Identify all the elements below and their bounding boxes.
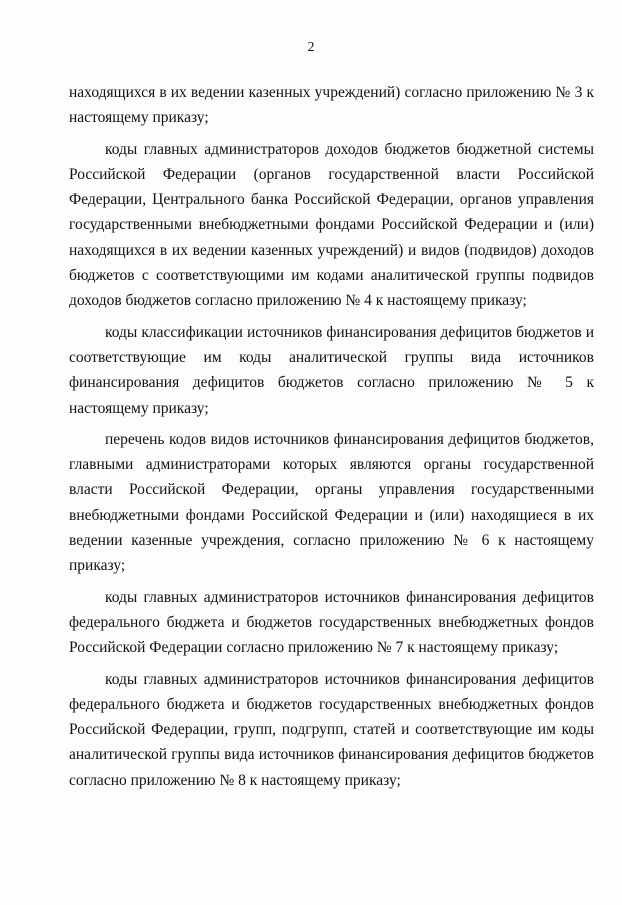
- paragraph-income-admin-codes: коды главных администраторов доходов бюджетов бюджетной системы Российской Федерации (органов государственной власти Российской Федерации, Центрального банка Российской Федерации, органов управления государственными внебюджетными фондами Российской Федерации и (или) находящихся в их ведении казенных учреждений) и видов (подвидов) доходов бюджетов с соответствующими им кодами аналитической группы подвидов доходов бюджетов согласно приложению № 4 к настоящему приказу;: [69, 140, 594, 310]
- document-body: [69, 80, 594, 799]
- paragraph-financing-source-codes: коды классификации источников финансирования дефицитов бюджетов и соответствующие им коды аналитической группы вида источников финансирования дефицитов бюджетов согласно приложению № 5 к настоящему приказу;: [69, 323, 594, 417]
- page-number: 2: [307, 40, 315, 55]
- paragraph-continuation: находящихся в их ведении казенных учреждений) согласно приложению № 3 к настоящему приказу;: [69, 84, 594, 127]
- paragraph-federal-admin-codes: коды главных администраторов источников финансирования дефицитов федерального бюджета и бюджетов государственных внебюджетных фондов Российской Федерации согласно приложению № 7 к настоящему приказу;: [69, 588, 594, 657]
- paragraph-financing-source-types-list: перечень кодов видов источников финансирования дефицитов бюджетов, главными администраторами которых являются органы государственной власти Российской Федерации, органы управления государственными внебюджетными фондами Российской Федерации и (или) находящиеся в их ведении казенные учреждения, согласно приложению № 6 к настоящему приказу;: [69, 430, 594, 575]
- paragraph-federal-admin-group-codes: коды главных администраторов источников финансирования дефицитов федерального бюджета и бюджетов государственных внебюджетных фондов Российской Федерации, групп, подгрупп, статей и соответствующие им коды аналитической группы вида источников финансирования дефицитов бюджетов согласно приложению № 8 к настоящему приказу;: [69, 670, 594, 789]
